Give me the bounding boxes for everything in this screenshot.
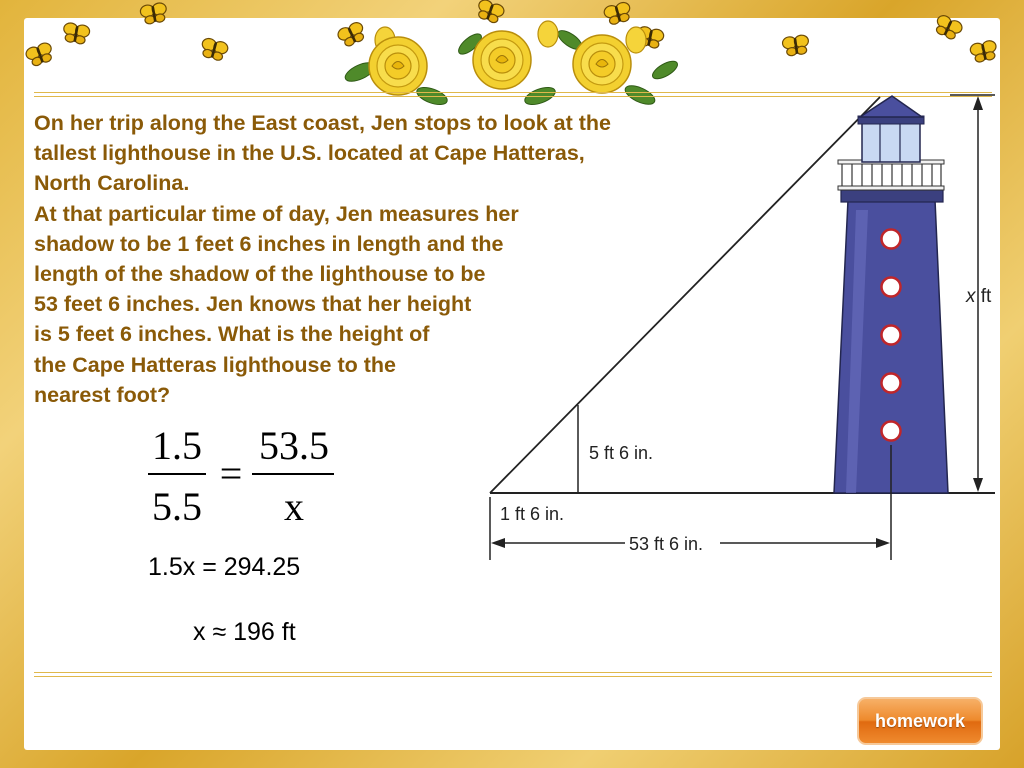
left-numerator: 1.5 xyxy=(152,423,202,468)
right-fraction-bar xyxy=(252,473,334,475)
problem-line: is 5 feet 6 inches. What is the height of xyxy=(34,322,430,347)
right-numerator: 53.5 xyxy=(259,423,329,468)
problem-line: On her trip along the East coast, Jen stops to look at the xyxy=(34,111,612,135)
solution-step-1: 1.5x = 294.25 xyxy=(148,553,301,581)
problem-line: At that particular time of day, Jen measures her xyxy=(34,201,519,226)
problem-line: the Cape Hatteras lighthouse to the xyxy=(34,352,396,377)
problem-line: length of the shadow of the lighthouse to be xyxy=(34,262,486,287)
problem-line: tallest lighthouse in the U.S. located at Cape Hatteras, xyxy=(34,141,585,166)
problem-line: 53 feet 6 inches. Jen knows that her height xyxy=(34,292,472,317)
person-shadow-label: 1 ft 6 in. xyxy=(500,504,565,524)
left-denominator: 5.5 xyxy=(152,484,202,529)
solution-step-2: x ≈ 196 ft xyxy=(193,618,296,646)
problem-line: North Carolina. xyxy=(34,171,190,196)
equals-sign: = xyxy=(219,451,243,496)
homework-button[interactable]: homework xyxy=(857,697,983,745)
lighthouse-shadow-label: 53 ft 6 in. xyxy=(629,534,704,554)
problem-text xyxy=(34,108,814,410)
lighthouse-icon xyxy=(834,96,948,493)
problem-line: shadow to be 1 feet 6 inches in length and the xyxy=(34,231,504,256)
height-label: x ft xyxy=(966,286,992,307)
person-height-label: 5 ft 6 in. xyxy=(589,443,654,463)
right-denominator: x xyxy=(284,484,304,529)
problem-line: nearest foot? xyxy=(34,382,171,407)
